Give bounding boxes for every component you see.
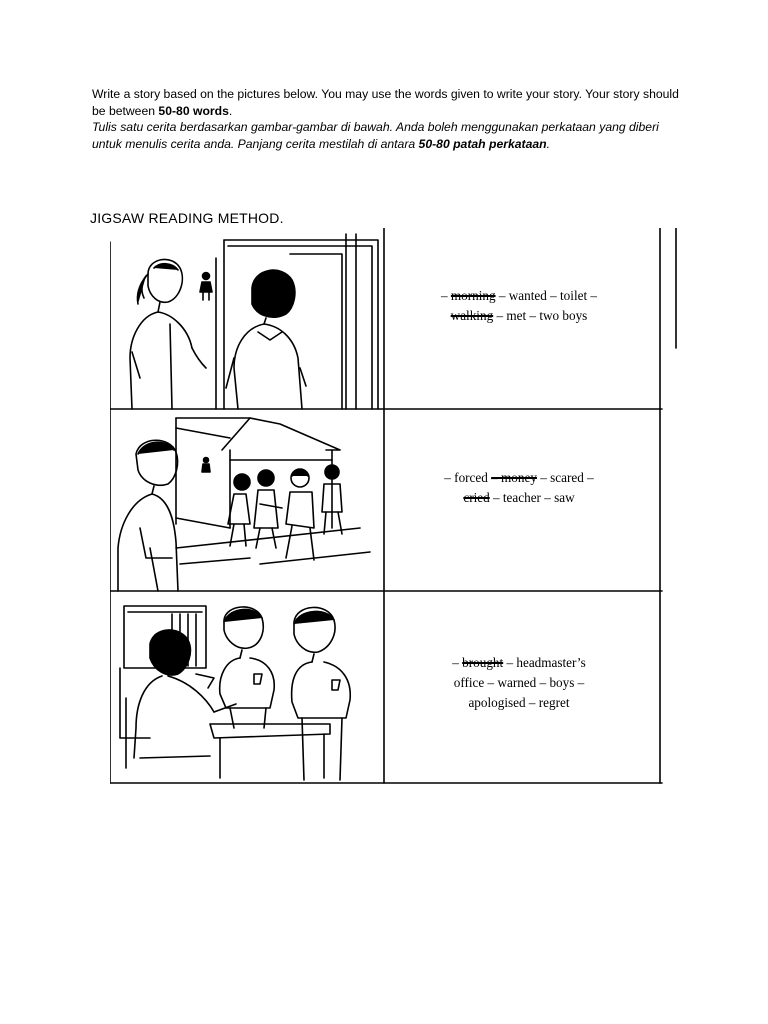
panel-3-clue-line-1 bbox=[384, 653, 654, 673]
panel-3-clue-line-3: apologised – regret bbox=[468, 695, 570, 710]
clue-text: – scared – bbox=[536, 470, 594, 485]
panel-2-clue-line-2 bbox=[384, 488, 654, 508]
panel-2-illustration bbox=[118, 418, 370, 591]
toilet-sign-icon bbox=[200, 273, 212, 301]
boy-right-figure bbox=[292, 607, 351, 780]
page-title: JIGSAW READING METHOD. bbox=[90, 210, 284, 226]
children-group-figures bbox=[228, 465, 342, 560]
clue-text: – bbox=[452, 655, 463, 670]
panel-2-clue-line-1 bbox=[384, 468, 654, 488]
clue-word-money: – money bbox=[491, 470, 537, 485]
clue-text: – bbox=[440, 288, 451, 303]
panel-3-illustration bbox=[120, 606, 350, 780]
word-count-english: 50-80 words bbox=[158, 103, 229, 118]
panel-2-word-clues bbox=[384, 468, 654, 508]
toilet-sign-icon bbox=[202, 458, 210, 473]
panel-1-word-clues bbox=[384, 286, 654, 326]
instructions-english-text: Write a story based on the pictures below. You may use the words given to write your story. Your story should be between bbox=[92, 87, 679, 118]
word-count-malay: 50-80 patah perkataan bbox=[418, 136, 547, 151]
instructions-malay bbox=[92, 119, 692, 152]
girl-right-figure bbox=[226, 270, 306, 409]
boy-left-figure bbox=[220, 607, 275, 728]
clue-text: – headmaster’s bbox=[503, 655, 586, 670]
clue-text: – met – two boys bbox=[493, 308, 588, 323]
panel-1-clue-line-2 bbox=[384, 306, 654, 326]
panel-1-illustration bbox=[130, 234, 378, 409]
teacher-figure bbox=[118, 440, 178, 591]
panel-1-clue-line-1 bbox=[384, 286, 654, 306]
instructions bbox=[92, 86, 692, 152]
clue-word-walking: walking bbox=[450, 308, 494, 323]
clue-text: – teacher – saw bbox=[489, 490, 575, 505]
panel-3-clue-line-2: office – warned – boys – bbox=[453, 675, 585, 690]
instructions-english bbox=[92, 86, 692, 119]
instructions-malay-end: . bbox=[546, 136, 550, 151]
clue-word-morning: morning bbox=[450, 288, 496, 303]
panel-3-word-clues bbox=[384, 653, 654, 713]
clue-text: – wanted – toilet – bbox=[495, 288, 598, 303]
clue-word-forced: – forced bbox=[444, 470, 492, 485]
picture-panels bbox=[110, 228, 680, 784]
instructions-malay-text: Tulis satu cerita berdasarkan gambar-gambar di bawah. Anda boleh menggunakan perkataan yang diberi untuk menulis cerita anda. Panjang cerita mestilah di antara bbox=[92, 120, 659, 151]
clue-word-cried: cried bbox=[463, 490, 490, 505]
clue-word-brought: brought bbox=[462, 655, 504, 670]
girl-left-figure bbox=[130, 259, 206, 409]
instructions-english-end: . bbox=[228, 103, 233, 118]
